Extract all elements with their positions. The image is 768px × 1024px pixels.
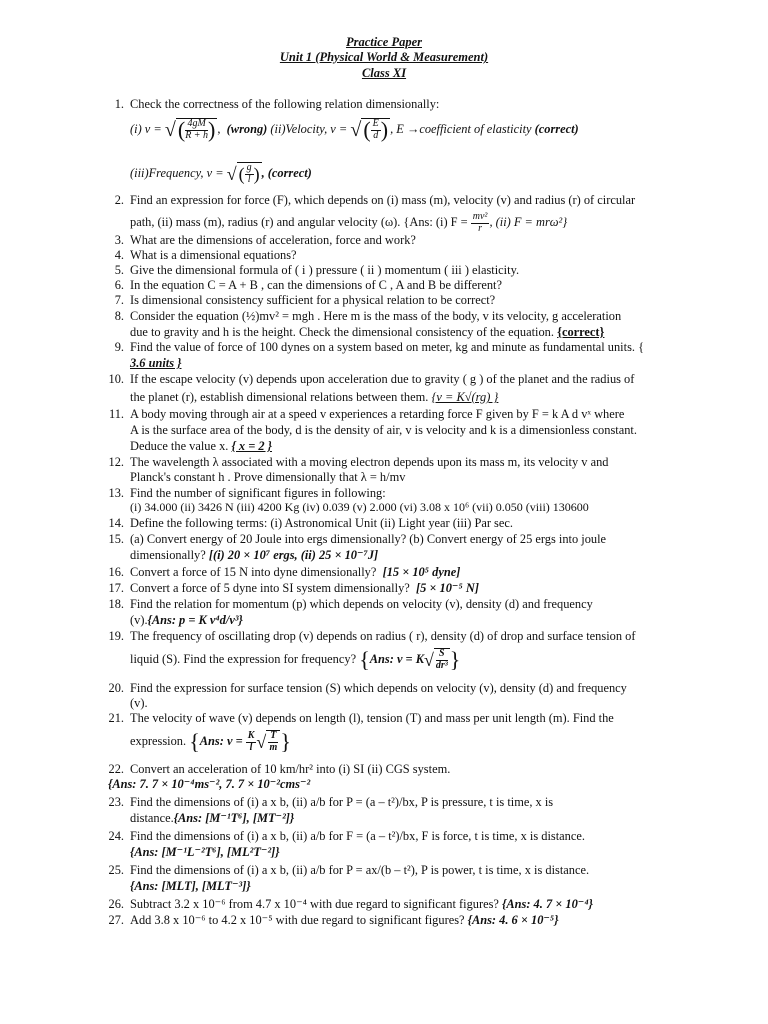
question-21-line-2: expression. {Ans: v = $\frac{K}{l}$ √ $\frac{T}{m}$ } [130,729,291,754]
question-1-parts-i-ii: (i) v = √( $\frac{4gM}{R + h}$ ) , (wrong) (ii)Velocity, v = √( $\frac{E}{d}$ ) , E →coefficient of elasticity (correct) [130,117,579,142]
class-title: Class XI [361,66,407,80]
question-12-line-2: Planck's constant h . Prove dimensionally that λ = h/mv [130,470,406,484]
question-1-part-iii: (iii)Frequency, v = √ ( $\frac{g}{l}$ ) , (correct) [130,162,312,185]
question-8-line-2: due to gravity and h is the height. Check the dimensional consistency of the equation. {correct} [130,325,605,339]
question-20-line-2: (v). [130,696,148,710]
question-11-line-2: A is the surface area of the body, d is the density of air, v is velocity and k is a dimensionless constant. [130,423,637,437]
question-25-answer: {Ans: [MLT], [MLT⁻³]} [130,879,251,893]
question-19-line-2: liquid (S). Find the expression for frequency? {Ans: v = K√ $\frac{S}{\text{dr³}}$ } [130,647,461,672]
unit-title: Unit 1 (Physical World & Measurement) [279,50,489,64]
question-13-line-2: (i) 34.000 (ii) 3426 N (iii) 4200 Kg (iv) 0.039 (v) 2.000 (vi) 3.08 x 10⁶ (vii) 0.050 (viii) 130600 [130,500,589,514]
question-11-line-3: Deduce the value x. { x = 2 } [130,439,272,453]
practice-paper-page: Practice Paper Unit 1 (Physical World & Measurement) Class XI 1. Check the correctness of the following relation dimensionally: (i) v = √( $\frac{4gM}{R + h}$ ) , (wrong) (ii)Velocity, v = √( $\frac{E}{d}$ ) , E →coefficient of elasticity (correct) (iii)Frequency, v = √ ( $\frac{g}{l}$ ) , (correct) 2. Find an expression for force (F), which depends on (i) mass (m), velocity (v) and radius (r) of circular path, (ii) mass (m), radius (r) and angular velocity (ω). {Ans: (i) F = $\frac{\text{mv²}}{r}$ , (ii) F = mrω²} 3. What are the dimensions of acceleration, force and work? 4. What is a dimensional equations? 5. Give the dimensional formula of ( i ) pressure ( ii ) momentum ( iii ) elasticity. 6. In the equation C = A + B , can the dimensions of C , A and B be different? 7. Is dimensional consistency sufficient for a physical relation to be correct? 8. Consider the equation (½)mv² = mgh . Here m is the mass of the body, v its velocity, g acceleration due to gravity and h is the height. Check the dimensional consistency of the equation. {correct} 9. Find the value of force of 100 dynes on a system based on meter, kg and minute as fundamental units. { 3.6 units } 10. If the escape velocity (v) depends upon acceleration due to gravity ( g ) of the planet and the radius of the planet (r), establish dimensional relations between them. {v = K√(rg) } 11. A body moving through air at a speed v experiences a retarding force F given by F = k A d vˣ where A is the surface area of the body, d is the density of air, v is velocity and k is a dimensionless constant. Deduce the value x. { x = 2 } 12. The wavelength λ associated with a moving electron depends upon its mass m, its velocity v and Planck's constant h . Prove dimensionally that λ = h/mv 13. Find the number of significant figures in following: (i) 34.000 (ii) 3426 N (iii) 4200 Kg (iv) 0.039 (v) 2.000 (vi) 3.08 x 10⁶ (vii) 0.050 (viii) 130600 14. Define the following terms: (i) Astronomical Unit (ii) Light year (iii) Par sec. 15. (a) Convert energy of 20 Joule into ergs dimensionally? (b) Convert energy of 25 ergs into joule dimensionally? [(i) 20 × 10⁷ ergs, (ii) 25 × 10⁻⁷J] 16. Convert a force of 15 N into dyne dimensionally? [15 × 10⁵ dyne] 17. Convert a force of 5 dyne into SI system dimensionally? [5 × 10⁻⁵ N] 18. Find the relation for momentum (p) which depends on velocity (v), density (d) and frequency (v).{Ans: p = K v⁴d/v³} 19. The frequency of oscillating drop (v) depends on radius ( r), density (d) of drop and surface tension of liquid (S). Find the expression for frequency? {Ans: v = K√ $\frac{S}{\text{dr³}}$ } 20. Find the expression for surface tension (S) which depends on velocity (v), density (d) and frequency (v). 21. The velocity of wave (v) depends on length (l), tension (T) and mass per unit length (m). Find the expression. {Ans: v = $\frac{K}{l}$ √ $\frac{T}{m}$ } 22. Convert an acceleration of 10 km/hr² into (i) SI (ii) CGS system. {Ans: 7. 7 × 10⁻⁴ms⁻², 7. 7 × 10⁻²cms⁻² 23. Find the dimensions of (i) a x b, (ii) a/b for P = (a – t²)/bx, P is pressure, t is time, x is distance.{Ans: [M⁻¹T⁶], [MT⁻²]} 24. Find the dimensions of (i) a x b, (ii) a/b for F = (a – t²)/bx, F is force, t is time, x is distance. {Ans: [M⁻¹L⁻²T⁶], [ML²T⁻²]} 25. Find the dimensions of (i) a x b, (ii) a/b for P = ax/(b – t²), P is power, t is time, x is distance. {Ans: [MLT], [MLT⁻³]} 26. Subtract 3.2 x 10⁻⁶ from 4.7 x 10⁻⁴ with due regard to significant figures? {Ans: 4. 7 × 10⁻⁴} 27. Add 3.8 x 10⁻⁶ to 4.2 x 10⁻⁵ with due regard to significant figures? {Ans: 4. 6 × 10⁻⁵} [0,0,768,1024]
question-15-line-2: dimensionally? [(i) 20 × 10⁷ ergs, (ii) 25 × 10⁻⁷J] [130,548,379,562]
paper-title: Practice Paper [345,35,422,49]
question-18-line-2: (v).{Ans: p = K v⁴d/v³} [130,613,243,627]
question-24-answer: {Ans: [M⁻¹L⁻²T⁶], [ML²T⁻²]} [130,845,280,859]
question-2-answer-line: path, (ii) mass (m), radius (r) and angular velocity (ω). {Ans: (i) F = $\frac{\text{mv²}}{r}$ , (ii) F = mrω²} [130,211,568,234]
question-10-line-2: the planet (r), establish dimensional relations between them. {v = K√(rg) } [130,390,499,404]
question-23-line-2: distance.{Ans: [M⁻¹T⁶], [MT⁻²]} [130,811,295,825]
question-22-answer: {Ans: 7. 7 × 10⁻⁴ms⁻², 7. 7 × 10⁻²cms⁻² [108,777,311,791]
question-9-answer: 3.6 units } [130,356,182,370]
